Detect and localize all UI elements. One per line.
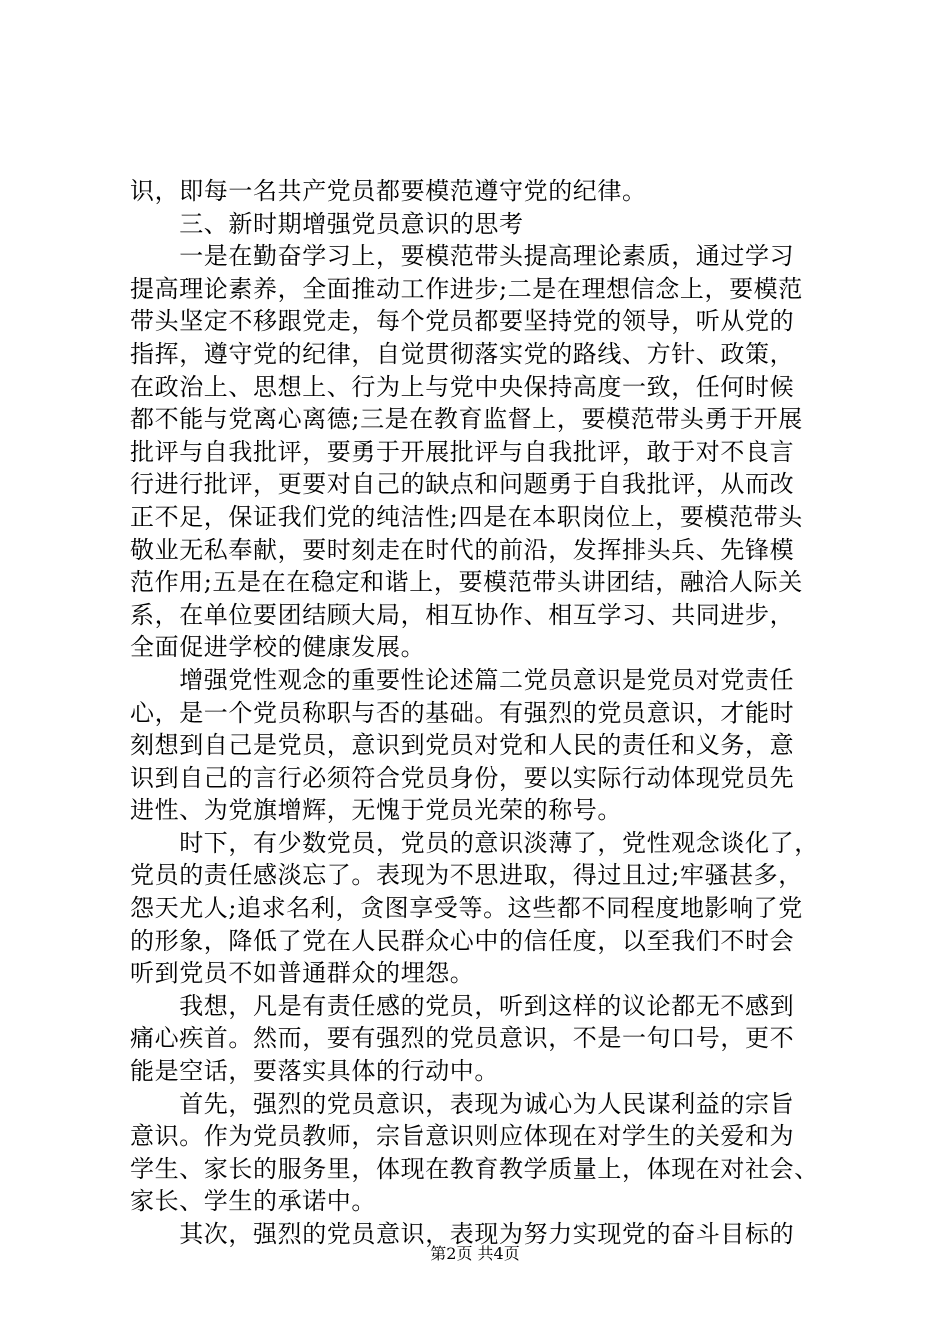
text-line: 我想，凡是有责任感的党员，听到这样的议论都无不感到	[130, 991, 795, 1020]
text-line: 能是空话，要落实具体的行动中。	[130, 1057, 499, 1086]
text-line: 痛心疾首。然而，要有强烈的党员意识，不是一句口号，更不	[130, 1024, 795, 1053]
text-line: 其次，强烈的党员意识，表现为努力实现党的奋斗目标的	[130, 1220, 795, 1248]
text-line: 都不能与党离心离德;三是在教育监督上，要模范带头勇于开展	[130, 405, 803, 434]
text-line: 学生、家长的服务里，体现在教育教学质量上，体现在对社会、	[130, 1154, 819, 1183]
text-line: 识，即每一名共产党员都要模范遵守党的纪律。	[130, 177, 647, 205]
text-line: 在政治上、思想上、行为上与党中央保持高度一致，任何时候	[130, 372, 795, 401]
section-heading: 三、新时期增强党员意识的思考	[130, 209, 524, 238]
body-text	[130, 175, 830, 1251]
text-line: 时下，有少数党员，党员的意识淡薄了，党性观念谈化了，	[130, 828, 819, 857]
text-line: 行进行批评，更要对自己的缺点和问题勇于自我批评，从而改	[130, 470, 795, 499]
text-line: 批评与自我批评，要勇于开展批评与自我批评，敢于对不良言	[130, 437, 795, 466]
text-line: 增强党性观念的重要性论述篇二党员意识是党员对党责任	[130, 665, 795, 694]
text-line: 提高理论素养，全面推动工作进步;二是在理想信念上，要模范	[130, 274, 803, 303]
text-line: 听到党员不如普通群众的埋怨。	[130, 959, 475, 988]
text-line: 家长、学生的承诺中。	[130, 1187, 376, 1216]
text-line: 正不足，保证我们党的纯洁性;四是在本职岗位上，要模范带头	[130, 502, 803, 531]
text-line: 心，是一个党员称职与否的基础。有强烈的党员意识，才能时	[130, 698, 795, 727]
text-line: 刻想到自己是党员，意识到党员对党和人民的责任和义务，意	[130, 731, 795, 760]
text-line: 一是在勤奋学习上，要模范带头提高理论素质，通过学习	[130, 242, 795, 271]
text-line: 党员的责任感淡忘了。表现为不思进取，得过且过;牢骚甚多，	[130, 861, 803, 890]
text-line: 首先，强烈的党员意识，表现为诚心为人民谋利益的宗旨	[130, 1089, 795, 1118]
text-line: 敬业无私奉献，要时刻走在时代的前沿，发挥排头兵、先锋模	[130, 535, 795, 564]
text-line: 进性、为党旗增辉，无愧于党员光荣的称号。	[130, 796, 622, 825]
text-line: 范作用;五是在在稳定和谐上，要模范带头讲团结，融洽人际关	[130, 568, 803, 597]
text-line: 识到自己的言行必须符合党员身份，要以实际行动体现党员先	[130, 763, 795, 792]
text-line: 系，在单位要团结顾大局，相互协作、相互学习、共同进步，	[130, 600, 795, 629]
text-line: 的形象，降低了党在人民群众心中的信任度，以至我们不时会	[130, 926, 795, 955]
page-number-footer: 第2页 共4页	[430, 1244, 520, 1263]
text-line: 怨天尤人;追求名利，贪图享受等。这些都不同程度地影响了党	[130, 894, 803, 923]
text-line: 带头坚定不移跟党走，每个党员都要坚持党的领导，听从党的	[130, 307, 795, 336]
text-line: 意识。作为党员教师，宗旨意识则应体现在对学生的关爱和为	[130, 1122, 795, 1151]
text-line: 指挥，遵守党的纪律，自觉贯彻落实党的路线、方针、政策，	[130, 339, 795, 368]
text-line: 全面促进学校的健康发展。	[130, 633, 426, 662]
